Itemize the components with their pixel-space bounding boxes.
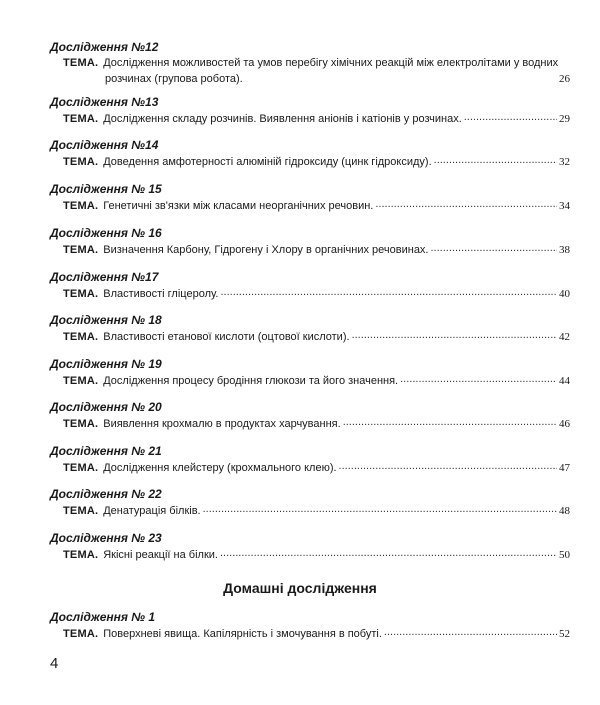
entry-heading: Дослідження № 22 — [50, 487, 162, 501]
entry-heading: Дослідження №12 — [50, 40, 159, 54]
topic-line — [63, 198, 570, 213]
topic-label: ТЕМА. — [63, 200, 99, 212]
topic-line — [63, 373, 570, 388]
entry-heading: Дослідження №17 — [50, 270, 159, 284]
page-reference: 47 — [559, 462, 570, 474]
topic-line — [63, 111, 570, 126]
dot-leader — [434, 154, 557, 165]
page-reference: 44 — [559, 375, 570, 387]
page-number: 4 — [50, 655, 59, 672]
topic-line — [63, 547, 570, 562]
topic-line — [63, 503, 570, 518]
topic-label: ТЕМА. — [63, 375, 99, 387]
entry-heading: Дослідження № 23 — [50, 531, 162, 545]
dot-leader — [343, 416, 557, 427]
entry-heading: Дослідження № 1 — [50, 610, 156, 624]
dot-leader — [464, 111, 557, 122]
dot-leader — [352, 329, 557, 340]
topic-text: Виявлення крохмалю в продуктах харчування. — [103, 418, 341, 430]
page-reference: 46 — [559, 418, 570, 430]
topic-label: ТЕМА. — [63, 549, 99, 561]
page-reference: 26 — [559, 73, 570, 85]
entry-heading: Дослідження № 21 — [50, 444, 162, 458]
topic-line — [63, 329, 570, 344]
section-title: Домашні дослідження — [223, 580, 377, 596]
page-reference: 38 — [559, 244, 570, 256]
dot-leader — [220, 547, 557, 558]
topic-line — [63, 56, 570, 70]
topic-text: Денатурація білків. — [103, 505, 201, 517]
page-reference: 40 — [559, 288, 570, 300]
topic-line — [63, 242, 570, 257]
topic-text: Визначення Карбону, Гідрогену і Хлору в органічних речовинах. — [103, 244, 429, 256]
dot-leader — [339, 460, 557, 471]
topic-text: Дослідження можливостей та умов перебігу хімічних реакцій між електролітами у водних — [103, 57, 559, 69]
dot-leader — [220, 286, 557, 297]
entry-heading: Дослідження № 18 — [50, 313, 162, 327]
entry-heading: Дослідження № 15 — [50, 182, 162, 196]
topic-text: Якісні реакції на білки. — [103, 549, 218, 561]
topic-line — [63, 460, 570, 475]
page-reference: 34 — [559, 200, 570, 212]
topic-text: Дослідження клейстеру (крохмального клею). — [103, 462, 337, 474]
topic-line — [63, 626, 570, 641]
topic-text: Властивості етанової кислоти (оцтової кислоти). — [103, 331, 350, 343]
page-reference: 48 — [559, 505, 570, 517]
topic-text: Властивості гліцеролу. — [103, 288, 219, 300]
topic-label: ТЕМА. — [63, 462, 99, 474]
topic-label: ТЕМА. — [63, 418, 99, 430]
page-reference: 50 — [559, 549, 570, 561]
topic-label: ТЕМА. — [63, 57, 99, 69]
topic-text: Генетичні зв'язки між класами неорганічних речовин. — [103, 200, 374, 212]
page-reference: 42 — [559, 331, 570, 343]
dot-leader — [245, 71, 557, 82]
dot-leader — [375, 198, 557, 209]
entry-heading: Дослідження №13 — [50, 95, 159, 109]
topic-line — [63, 154, 570, 169]
dot-leader — [400, 373, 557, 384]
topic-label: ТЕМА. — [63, 244, 99, 256]
topic-label: ТЕМА. — [63, 288, 99, 300]
dot-leader — [384, 626, 557, 637]
topic-label: ТЕМА. — [63, 156, 99, 168]
entry-heading: Дослідження № 16 — [50, 226, 162, 240]
entry-heading: Дослідження №14 — [50, 138, 159, 152]
entry-heading: Дослідження № 19 — [50, 357, 162, 371]
topic-label: ТЕМА. — [63, 113, 99, 125]
topic-label: ТЕМА. — [63, 628, 99, 640]
page-reference: 32 — [559, 156, 570, 168]
topic-continuation — [63, 71, 570, 86]
topic-line — [63, 286, 570, 301]
topic-text: Доведення амфотерності алюміній гідроксиду (цинк гідроксиду). — [103, 156, 432, 168]
topic-label: ТЕМА. — [63, 331, 99, 343]
dot-leader — [431, 242, 558, 253]
topic-label: ТЕМА. — [63, 505, 99, 517]
page-reference: 29 — [559, 113, 570, 125]
page-reference: 52 — [559, 628, 570, 640]
dot-leader — [203, 503, 557, 514]
topic-text: Дослідження складу розчинів. Виявлення аніонів і катіонів у розчинах. — [103, 113, 462, 125]
topic-line — [63, 416, 570, 431]
entry-heading: Дослідження № 20 — [50, 400, 162, 414]
topic-text: Дослідження процесу бродіння глюкози та його значення. — [103, 375, 399, 387]
topic-text: Поверхневі явища. Капілярність і змочування в побуті. — [103, 628, 382, 640]
topic-text-continued: розчинах (групова робота). — [105, 73, 243, 85]
